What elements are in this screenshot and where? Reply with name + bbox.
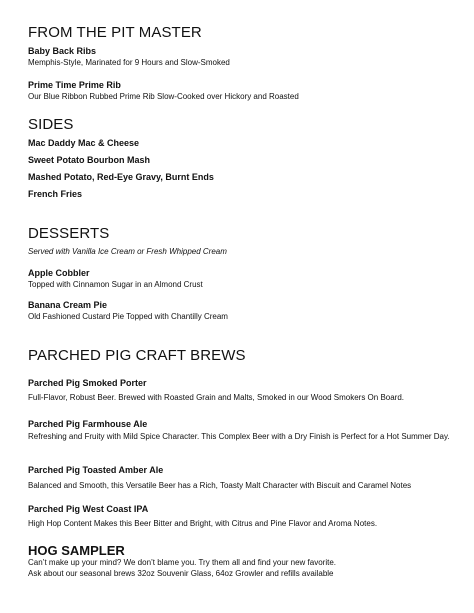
- side-item: Sweet Potato Bourbon Mash: [28, 155, 151, 165]
- menu-item-desc: Our Blue Ribbon Rubbed Prime Rib Slow-Cooked over Hickory and Roasted: [28, 92, 299, 101]
- side-item: Mashed Potato, Red-Eye Gravy, Burnt Ends: [28, 172, 214, 182]
- brew-name: Parched Pig Farmhouse Ale: [28, 419, 148, 429]
- menu-item-name: Baby Back Ribs: [28, 46, 97, 56]
- brew-name: Parched Pig Toasted Amber Ale: [28, 465, 164, 475]
- brew-desc: High Hop Content Makes this Beer Bitter and Bright, with Citrus and Pine Flavor and Aroma Notes.: [28, 519, 378, 528]
- side-item: Mac Daddy Mac & Cheese: [28, 138, 140, 148]
- hog-sampler-line1: Can’t make up your mind? We don’t blame you. Try them all and find your new favorite.: [28, 558, 337, 567]
- section-heading-desserts: DESSERTS: [28, 225, 110, 242]
- side-item: French Fries: [28, 189, 83, 199]
- menu-item-name: Banana Cream Pie: [28, 300, 108, 310]
- menu-item-desc: Topped with Cinnamon Sugar in an Almond Crust: [28, 280, 203, 289]
- brew-desc: Full-Flavor, Robust Beer. Brewed with Roasted Grain and Malts, Smoked in our Wood Smokers On Board.: [28, 393, 405, 402]
- section-heading-sides: SIDES: [28, 116, 74, 133]
- section-heading-hog-sampler: HOG SAMPLER: [28, 543, 125, 558]
- brew-name: Parched Pig West Coast IPA: [28, 504, 149, 514]
- brew-desc: Refreshing and Fruity with Mild Spice Character. This Complex Beer with a Dry Finish is Perfect for a Hot Summer Day.: [28, 432, 450, 441]
- brew-desc: Balanced and Smooth, this Versatile Beer has a Rich, Toasty Malt Character with Biscuit and Caramel Notes: [28, 481, 412, 490]
- menu-item-desc: Memphis-Style, Marinated for 9 Hours and Slow-Smoked: [28, 58, 230, 67]
- menu-item-name: Apple Cobbler: [28, 268, 90, 278]
- section-heading-brews: PARCHED PIG CRAFT BREWS: [28, 347, 246, 364]
- section-heading-pit-master: FROM THE PIT MASTER: [28, 24, 202, 41]
- hog-sampler-line2: Ask about our seasonal brews 32oz Souvenir Glass, 64oz Growler and refills available: [28, 569, 334, 578]
- menu-item-desc: Old Fashioned Custard Pie Topped with Chantilly Cream: [28, 312, 228, 321]
- desserts-note: Served with Vanilla Ice Cream or Fresh Whipped Cream: [28, 247, 227, 256]
- menu-item-name: Prime Time Prime Rib: [28, 80, 121, 90]
- brew-name: Parched Pig Smoked Porter: [28, 378, 147, 388]
